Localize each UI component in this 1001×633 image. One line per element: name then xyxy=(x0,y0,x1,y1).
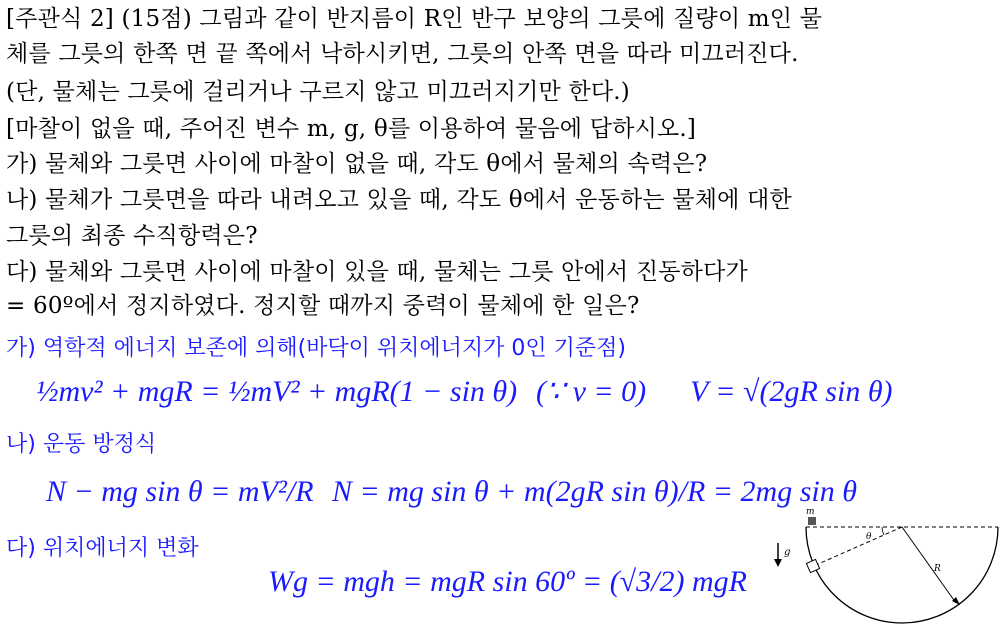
answer-b-equation-1: N − mg sin θ = mV²/R xyxy=(46,475,314,508)
answer-a-equation-3: V = √(2gR sin θ) xyxy=(690,375,893,408)
bowl-arc-left xyxy=(806,527,902,623)
question-line-1: [주관식 2] (15점) 그림과 같이 반지름이 R인 반구 보양의 그릇에 질량이 m인 물 xyxy=(6,6,823,32)
answer-c-label: 다) 위치에너지 변화 xyxy=(6,536,199,561)
angle-dashed-line xyxy=(816,527,902,565)
hemisphere-bowl-figure xyxy=(770,505,1001,633)
angle-arc xyxy=(882,527,884,535)
radius-label: R xyxy=(934,564,941,574)
question-line-7: 그릇의 최종 수직항력은? xyxy=(6,223,258,249)
bowl-arc-right xyxy=(902,527,998,623)
mass-top-block xyxy=(808,517,816,525)
question-line-9: = 60º에서 정지하였다. 정지할 때까지 중력이 물체에 한 일은? xyxy=(6,293,640,319)
answer-c-equation: Wg = mgh = mgR sin 60º = (√3/2) mgR xyxy=(268,565,747,598)
answer-b-equation-2: N = mg sin θ + m(2gR sin θ)/R = 2mg sin θ xyxy=(332,475,857,508)
answer-a-equation-2: (∵ v = 0) xyxy=(536,375,647,408)
question-line-4: [마찰이 없을 때, 주어진 변수 m, g, θ를 이용하여 물음에 답하시오.] xyxy=(6,116,697,142)
question-line-6: 나) 물체가 그릇면을 따라 내려오고 있을 때, 각도 θ에서 운동하는 물체에 대한 xyxy=(6,187,792,213)
answer-a-equation-1: ½mv² + mgR = ½mV² + mgR(1 − sin θ) xyxy=(36,375,518,408)
radius-line xyxy=(902,527,956,603)
question-line-5: 가) 물체와 그릇면 사이에 마찰이 없을 때, 각도 θ에서 물체의 속력은? xyxy=(6,151,708,177)
answer-b-label: 나) 운동 방정식 xyxy=(6,432,157,457)
question-line-3: (단, 물체는 그릇에 걸리거나 구르지 않고 미끄러지기만 한다.) xyxy=(6,79,630,105)
question-line-2: 체를 그릇의 한쪽 면 끝 쪽에서 낙하시키면, 그릇의 안쪽 면을 따라 미끄러진다. xyxy=(6,41,799,67)
gravity-arrowhead xyxy=(774,559,782,567)
gravity-label: g xyxy=(784,547,791,558)
answer-a-label: 가) 역학적 에너지 보존에 의해(바닥이 위치에너지가 0인 기준점) xyxy=(6,336,627,361)
mass-label: m xyxy=(806,507,815,517)
question-line-8: 다) 물체와 그릇면 사이에 마찰이 있을 때, 물체는 그릇 안에서 진동하다가 xyxy=(6,259,748,285)
mass-in-bowl xyxy=(806,559,819,572)
angle-label: θ xyxy=(866,532,872,542)
